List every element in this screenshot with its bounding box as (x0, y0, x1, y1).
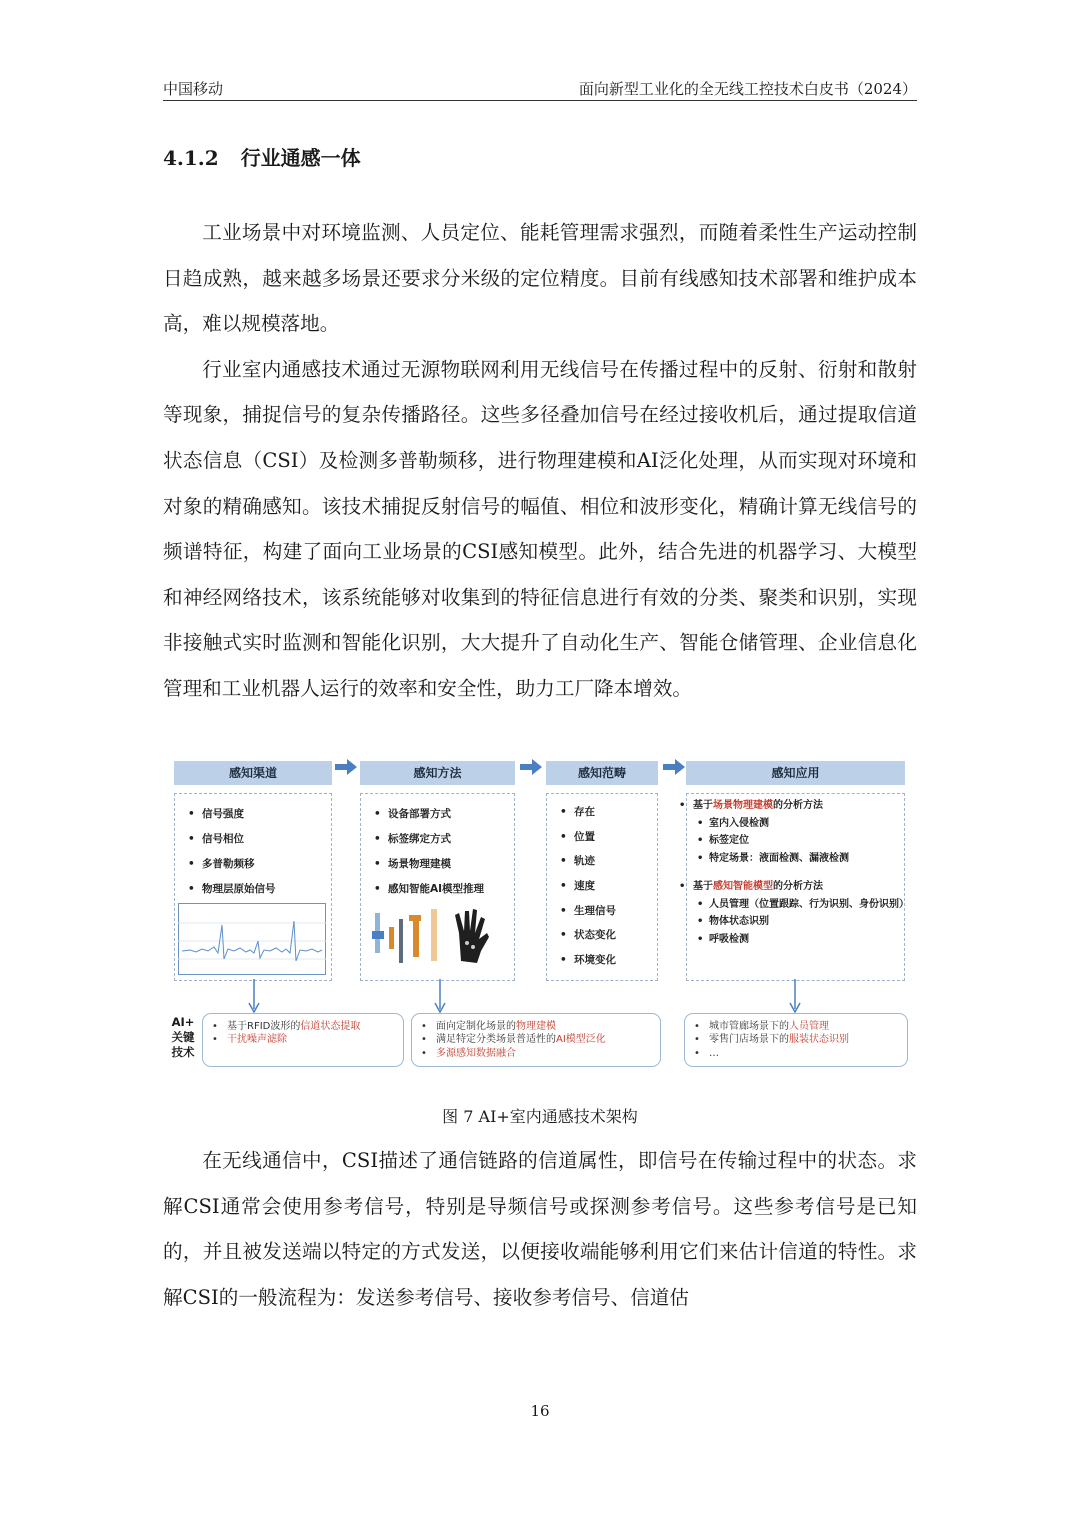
list-item: • 城市管廊场景下的人员管理 (685, 1020, 907, 1033)
list-item: • 人员管理（位置跟踪、行为识别、身份识别） (679, 896, 904, 914)
list-item: • 满足特定分类场景普适性的AI模型泛化 (412, 1033, 660, 1046)
list-item: • 设备部署方式 (372, 802, 512, 827)
down-arrow-icon (434, 979, 446, 1013)
list-item: • 多源感知数据融合 (412, 1047, 660, 1060)
header-rule (163, 100, 917, 101)
list-item: • 状态变化 (558, 923, 654, 948)
paragraph: 行业室内通感技术通过无源物联网利用无线信号在传播过程中的反射、衍射和散射等现象，捕捉信号的复杂传播路径。这些多径叠加信号在经过接收机后，通过提取信道状态信息（CSI）及检测多普勒频移，进行物理建模和AI泛化处理，从而实现对环境和对象的精确感知。该技术捕捉反射信号的幅值、相位和波形变化，精确计算无线信号的频谱特征，构建了面向工业场景的CSI感知模型。此外，结合先进的机器学习、大模型和神经网络技术，该系统能够对收集到的特征信息进行有效的分类、聚类和识别，实现非接触式实时监测和智能化识别，大大提升了自动化生产、智能仓储管理、企业信息化管理和工业机器人运行的效率和安全性，助力工厂降本增效。 (163, 357, 917, 700)
list-item: • 面向定制化场景的物理建模 (412, 1020, 660, 1033)
figure-header-applications: 感知应用 (686, 761, 905, 785)
down-arrow-icon (789, 979, 801, 1013)
paragraph: 在无线通信中，CSI描述了通信链路的信道属性，即信号在传输过程中的状态。求解CSI通常会使用参考信号，特别是导频信号或探测参考信号。这些参考信号是已知的，并且被发送端以特定的方式发送，以便接收端能够利用它们来估计信道的特性。求解CSI的一般流程为：发送参考信号、接收参考信号、信道估 (163, 1149, 917, 1309)
body-paragraphs-bottom (163, 1138, 917, 1320)
list-item: • 基于RFID波形的信道状态提取 (203, 1020, 403, 1033)
right-arrow-icon (520, 759, 542, 775)
application-group-heading: • 基于场景物理建模的分析方法 (679, 797, 904, 815)
ai-key-tech-label: AI+ 关键 技术 (171, 1015, 195, 1059)
list-item: • 生理信号 (558, 899, 654, 924)
page-number: 16 (530, 1402, 550, 1420)
scopes-list (558, 800, 654, 973)
paragraph: 工业场景中对环境监测、人员定位、能耗管理需求强烈，而随着柔性生产运动控制日趋成熟，越来越多场景还要求分米级的定位精度。目前有线感知技术部署和维护成本高，难以规模落地。 (163, 221, 917, 336)
list-item: • 轨迹 (558, 849, 654, 874)
figure-caption: 图 7 AI+室内通感技术架构 (442, 1107, 638, 1126)
key-tech-box-methods (411, 1013, 661, 1067)
list-item: • 存在 (558, 800, 654, 825)
list-item: • 多普勒频移 (186, 852, 326, 877)
methods-list (372, 802, 512, 902)
list-item: • 标签定位 (679, 832, 904, 850)
list-item: • 场景物理建模 (372, 852, 512, 877)
list-item: • 信号强度 (186, 802, 326, 827)
list-item: • 位置 (558, 825, 654, 850)
right-arrow-icon (663, 759, 685, 775)
list-item: • 环境变化 (558, 948, 654, 973)
list-item: • 标签绑定方式 (372, 827, 512, 852)
body-paragraphs-top (163, 210, 917, 712)
figure-header-scopes: 感知范畴 (546, 761, 658, 785)
list-item: • 感知智能AI模型推理 (372, 877, 512, 902)
key-tech-box-channels (202, 1013, 404, 1067)
waveform-plot (178, 903, 326, 975)
figure-header-channels: 感知渠道 (174, 761, 332, 785)
key-tech-box-applications (684, 1013, 908, 1067)
list-item: • 室内入侵检测 (679, 815, 904, 833)
channels-list (186, 802, 326, 902)
applications-list (679, 797, 909, 948)
section-title: 行业通感一体 (240, 146, 361, 170)
architecture-figure (166, 755, 914, 1073)
tag-devices-illustration (369, 903, 509, 973)
list-item: • 物体状态识别 (679, 913, 904, 931)
right-arrow-icon (335, 759, 357, 775)
list-item: • 呼吸检测 (679, 931, 904, 949)
list-item: • … (685, 1047, 907, 1060)
list-item: • 信号相位 (186, 827, 326, 852)
down-arrow-icon (248, 979, 260, 1013)
header-org: 中国移动 (163, 80, 224, 98)
application-group-heading: • 基于感知智能模型的分析方法 (679, 878, 904, 896)
figure-header-methods: 感知方法 (360, 761, 515, 785)
list-item: • 特定场景：液面检测、漏液检测 (679, 850, 904, 868)
section-number: 4.1.2 (163, 146, 219, 170)
list-item: • 干扰噪声滤除 (203, 1033, 403, 1046)
header-doc-title: 面向新型工业化的全无线工控技术白皮书（2024） (578, 80, 917, 98)
list-item: • 物理层原始信号 (186, 877, 326, 902)
section-heading (163, 142, 361, 171)
list-item: • 零售门店场景下的服装状态识别 (685, 1033, 907, 1046)
list-item: • 速度 (558, 874, 654, 899)
